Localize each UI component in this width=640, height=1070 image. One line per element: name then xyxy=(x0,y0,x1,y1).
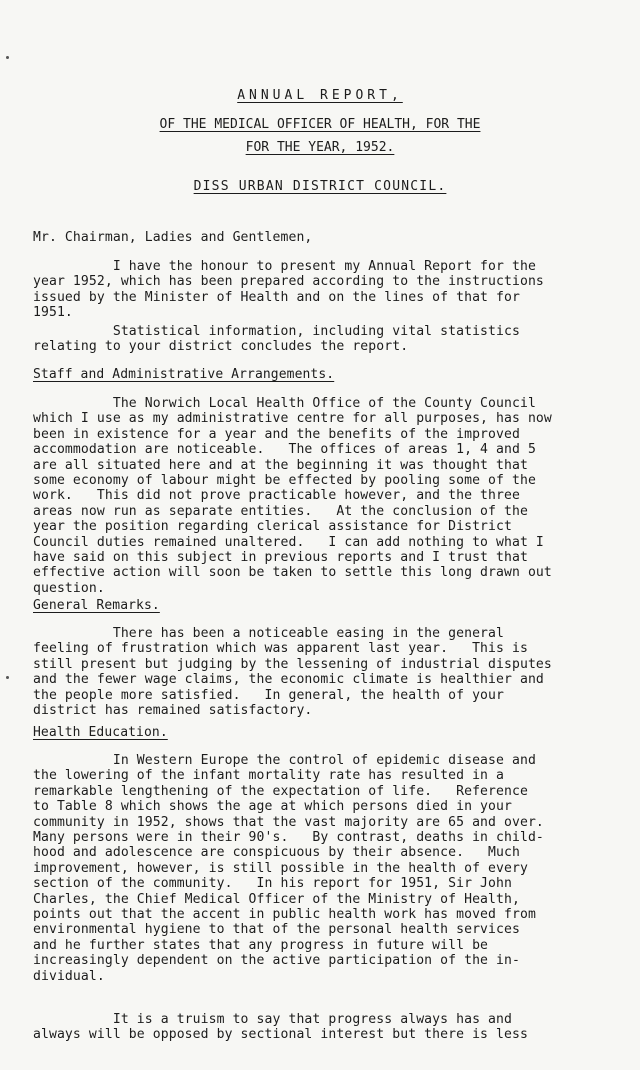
salutation: Mr. Chairman, Ladies and Gentlemen, xyxy=(33,230,313,245)
paragraph-general-remarks: There has been a noticeable easing in the general feeling of frustration which was apparent last year. This is still present but judging by the lessening of industrial disputes and the fewer wage claims, the economic climate is healthier and the people more satisfied. In general, the health of your district has remained satisfactory. xyxy=(33,626,552,719)
paragraph-statistical: Statistical information, including vital statistics relating to your district concludes the report. xyxy=(33,324,520,355)
report-subtitle-line1 xyxy=(0,117,640,132)
council-name-text: DISS URBAN DISTRICT COUNCIL. xyxy=(193,179,447,194)
paragraph-staff: The Norwich Local Health Office of the County Council which I use as my administrative centre for all purposes, has now been in existence for a year and the benefits of the improved accommodation are noticeable. The offices of areas 1, 4 and 5 are all situated here and at the beginning it was thought that some economy of labour might be effected by pooling some of the work. This did not prove practicable however, and the three areas now run as separate entities. At the conclusion of the year the position regarding clerical assistance for District Council duties remained unaltered. I can add nothing to what I have said on this subject in previous reports and I trust that effective action will soon be taken to settle this long drawn out question. xyxy=(33,396,552,596)
report-title xyxy=(0,88,640,103)
paragraph-intro: I have the honour to present my Annual Report for the year 1952, which has been prepared according to the instructions issued by the Minister of Health and on the lines of that for 1951. xyxy=(33,259,544,321)
binding-hole-mark xyxy=(6,56,9,59)
heading-staff: Staff and Administrative Arrangements. xyxy=(33,367,335,382)
binding-hole-mark xyxy=(6,676,9,679)
report-title-text: ANNUAL REPORT, xyxy=(237,88,403,103)
heading-general-remarks: General Remarks. xyxy=(33,598,160,613)
paragraph-truism: It is a truism to say that progress always has and always will be opposed by sectional interest but there is less xyxy=(33,1012,528,1043)
report-subtitle-line1-text: OF THE MEDICAL OFFICER OF HEALTH, FOR THE xyxy=(159,117,481,132)
paragraph-health-education: In Western Europe the control of epidemic disease and the lowering of the infant mortality rate has resulted in a remarkable lengthening of the expectation of life. Reference to Table 8 which shows the age at which persons died in your community in 1952, shows that the vast majority are 65 and over. Many persons were in their 90's. By contrast, deaths in child- hood and adolescence are conspicuous by their absence. Much improvement, however, is still possible in the health of every section of the community. In his report for 1951, Sir John Charles, the Chief Medical Officer of the Ministry of Health, points out that the accent in public health work has moved from environmental hygiene to that of the personal health services and he further states that any progress in future will be increasingly dependent on the active participation of the in- dividual. xyxy=(33,753,544,984)
report-subtitle-line2-text: FOR THE YEAR, 1952. xyxy=(245,140,395,155)
heading-health-education: Health Education. xyxy=(33,725,168,740)
council-name xyxy=(0,179,640,194)
report-subtitle-line2 xyxy=(0,140,640,155)
